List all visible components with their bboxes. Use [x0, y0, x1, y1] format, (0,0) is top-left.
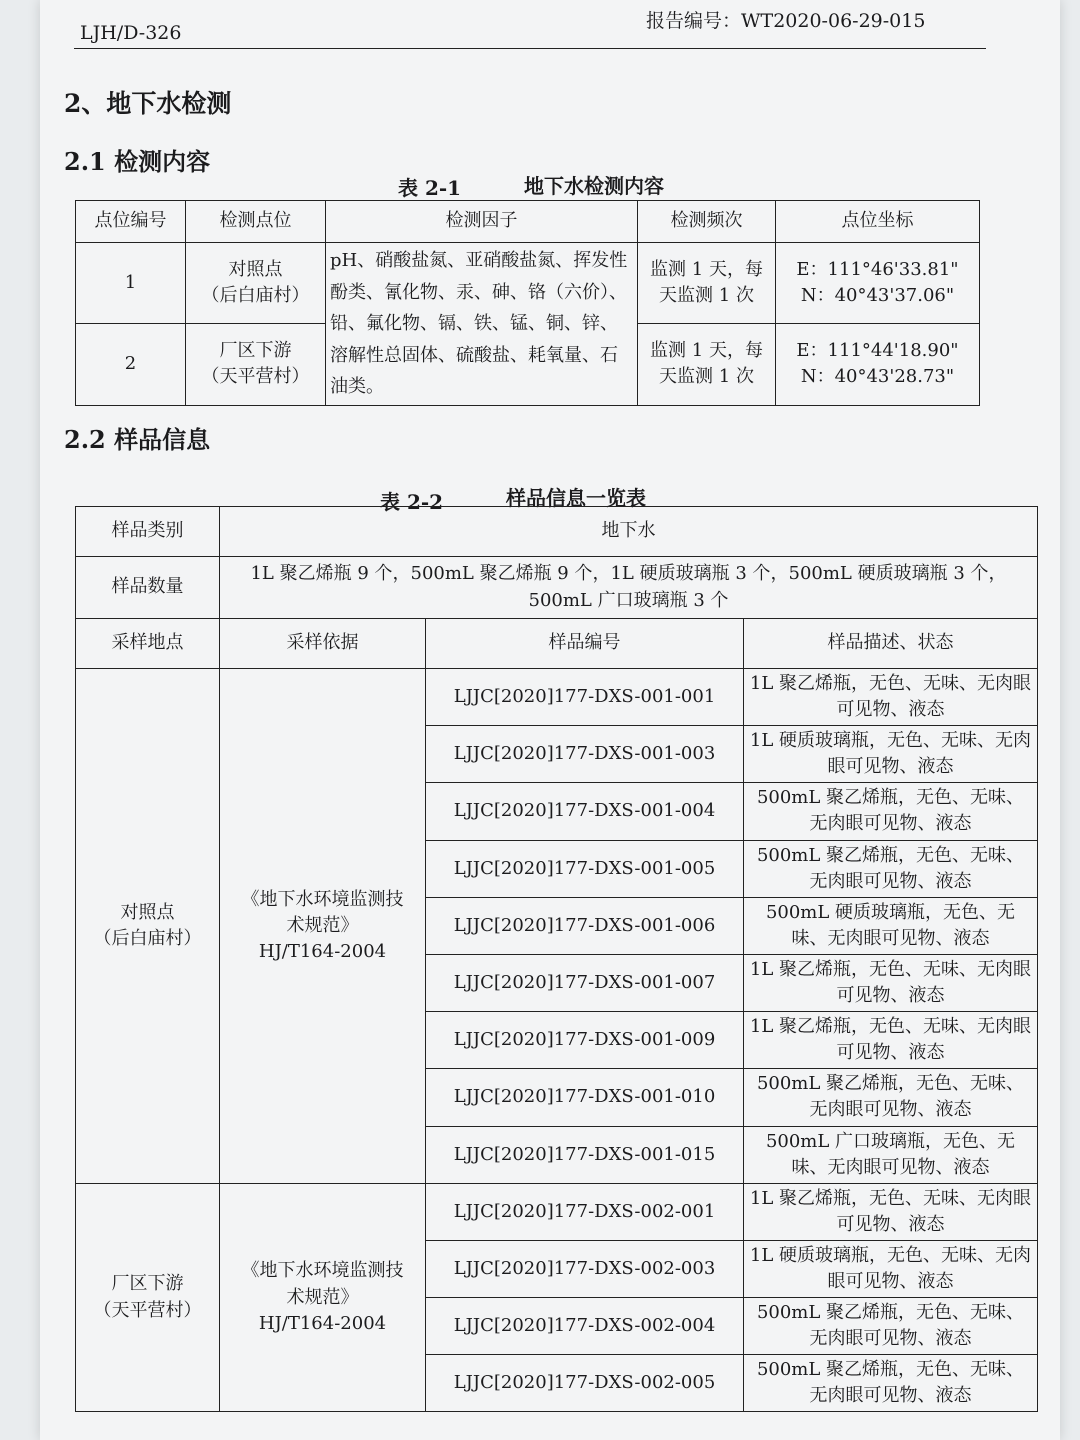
point-number: 1 — [76, 243, 186, 324]
table-2-2-title: 样品信息一览表 — [506, 486, 646, 510]
sample-id: LJJC[2020]177-DXS-002-003 — [426, 1240, 744, 1297]
table-2-1-number: 表 2-1 — [398, 176, 462, 200]
sample-description: 500mL 聚乙烯瓶，无色、无味、无肉眼可见物、液态 — [744, 840, 1038, 897]
sample-id: LJJC[2020]177-DXS-001-004 — [426, 783, 744, 840]
sample-description: 1L 聚乙烯瓶，无色、无味、无肉眼可见物、液态 — [744, 954, 1038, 1011]
point-coordinates: E：111°44'18.90" N：40°43'28.73" — [776, 324, 980, 405]
category-value: 地下水 — [220, 507, 1038, 557]
quantity-label: 样品数量 — [76, 557, 220, 619]
header-cell: 检测频次 — [638, 201, 776, 243]
category-label: 样品类别 — [76, 507, 220, 557]
sample-id: LJJC[2020]177-DXS-001-015 — [426, 1126, 744, 1183]
sampling-basis: 《地下水环境监测技 术规范》 HJ/T164-2004 — [220, 669, 426, 1184]
table-2-2-number: 表 2-2 — [380, 490, 444, 514]
point-location: 厂区下游 （天平营村） — [186, 324, 326, 405]
sample-id: LJJC[2020]177-DXS-001-009 — [426, 1012, 744, 1069]
table-row — [76, 669, 1038, 726]
point-coordinates: E：111°46'33.81" N：40°43'37.06" — [776, 243, 980, 324]
quantity-value: 1L 聚乙烯瓶 9 个，500mL 聚乙烯瓶 9 个，1L 硬质玻璃瓶 3 个，500mL 硬质玻璃瓶 3 个，500mL 广口玻璃瓶 3 个 — [220, 557, 1038, 619]
subsection-title-2-2: 2.2 样品信息 — [64, 425, 211, 454]
sampling-site: 厂区下游 （天平营村） — [76, 1183, 220, 1412]
sample-id: LJJC[2020]177-DXS-001-003 — [426, 726, 744, 783]
detection-frequency: 监测 1 天，每天监测 1 次 — [638, 324, 776, 405]
point-number: 2 — [76, 324, 186, 405]
header-cell: 采样地点 — [76, 619, 220, 669]
sample-description: 500mL 硬质玻璃瓶，无色、无味、无肉眼可见物、液态 — [744, 897, 1038, 954]
point-location: 对照点 （后白庙村） — [186, 243, 326, 324]
sample-id: LJJC[2020]177-DXS-001-006 — [426, 897, 744, 954]
sample-description: 500mL 聚乙烯瓶，无色、无味、无肉眼可见物、液态 — [744, 1355, 1038, 1412]
header-cell: 点位编号 — [76, 201, 186, 243]
sample-description: 500mL 聚乙烯瓶，无色、无味、无肉眼可见物、液态 — [744, 1069, 1038, 1126]
sample-description: 500mL 聚乙烯瓶，无色、无味、无肉眼可见物、液态 — [744, 783, 1038, 840]
sample-id: LJJC[2020]177-DXS-001-007 — [426, 954, 744, 1011]
header-cell: 点位坐标 — [776, 201, 980, 243]
sampling-basis: 《地下水环境监测技 术规范》 HJ/T164-2004 — [220, 1183, 426, 1412]
header-divider — [74, 48, 986, 49]
sample-description: 1L 聚乙烯瓶，无色、无味、无肉眼可见物、液态 — [744, 669, 1038, 726]
detection-frequency: 监测 1 天，每天监测 1 次 — [638, 243, 776, 324]
table-2-1-title: 地下水检测内容 — [524, 174, 664, 198]
sample-description: 500mL 聚乙烯瓶，无色、无味、无肉眼可见物、液态 — [744, 1298, 1038, 1355]
subsection-title-2-1: 2.1 检测内容 — [64, 147, 211, 176]
sample-id: LJJC[2020]177-DXS-001-005 — [426, 840, 744, 897]
header-cell: 检测点位 — [186, 201, 326, 243]
document-page — [40, 0, 1060, 1440]
sample-id: LJJC[2020]177-DXS-002-004 — [426, 1298, 744, 1355]
header-cell: 样品编号 — [426, 619, 744, 669]
sample-description: 1L 聚乙烯瓶，无色、无味、无肉眼可见物、液态 — [744, 1183, 1038, 1240]
sample-description: 1L 硬质玻璃瓶，无色、无味、无肉眼可见物、液态 — [744, 726, 1038, 783]
sample-id: LJJC[2020]177-DXS-002-001 — [426, 1183, 744, 1240]
sample-group-downstream — [76, 1183, 1038, 1412]
sampling-site: 对照点 （后白庙村） — [76, 669, 220, 1184]
header-cell: 样品描述、状态 — [744, 619, 1038, 669]
sample-id: LJJC[2020]177-DXS-001-010 — [426, 1069, 744, 1126]
detection-factors: pH、硝酸盐氮、亚硝酸盐氮、挥发性酚类、氰化物、汞、砷、铬（六价）、铅、氟化物、镉、铁、锰、铜、锌、溶解性总固体、硫酸盐、耗氧量、石油类。 — [326, 243, 638, 406]
section-title: 2、地下水检测 — [64, 89, 232, 118]
header-cell: 检测因子 — [326, 201, 638, 243]
table-row — [76, 1183, 1038, 1240]
sample-id: LJJC[2020]177-DXS-002-005 — [426, 1355, 744, 1412]
report-number: 报告编号：WT2020-06-29-015 — [646, 10, 926, 32]
header-cell: 采样依据 — [220, 619, 426, 669]
sample-description: 500mL 广口玻璃瓶，无色、无味、无肉眼可见物、液态 — [744, 1126, 1038, 1183]
sample-group-reference-point — [76, 669, 1038, 1184]
sample-description: 1L 硬质玻璃瓶，无色、无味、无肉眼可见物、液态 — [744, 1240, 1038, 1297]
sample-id: LJJC[2020]177-DXS-001-001 — [426, 669, 744, 726]
sample-info-table — [75, 506, 1038, 1412]
doc-code: LJH/D-326 — [80, 22, 182, 44]
sample-description: 1L 聚乙烯瓶，无色、无味、无肉眼可见物、液态 — [744, 1012, 1038, 1069]
detection-content-table — [75, 200, 980, 406]
